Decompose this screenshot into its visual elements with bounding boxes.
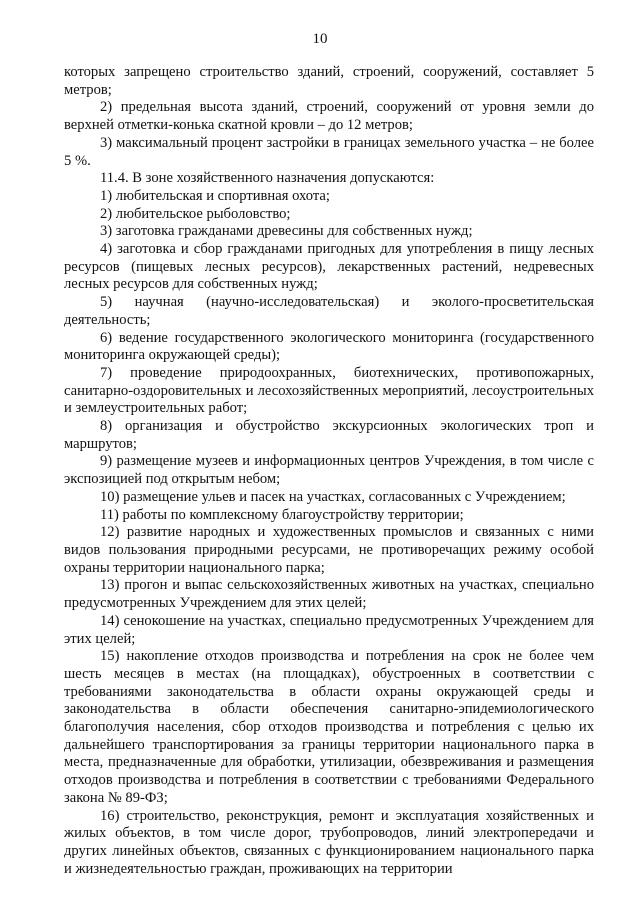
list-item-13: 13) прогон и выпас сельскохозяйственных животных на участках, специально предусмотренных Учреждением для этих целей; [64,577,594,612]
list-item-12: 12) развитие народных и художественных промыслов и связанных с ними видов пользования природными ресурсами, не противоречащих режиму особой охраны территории национального парка; [64,524,594,576]
list-item-14: 14) сенокошение на участках, специально предусмотренных Учреждением для этих целей; [64,612,594,647]
list-item-8: 8) организация и обустройство экскурсионных экологических троп и маршрутов; [64,418,594,452]
paragraph-max-coverage: 3) максимальный процент застройки в границах земельного участка – не более 5 %. [64,134,594,169]
list-item-11: 11) работы по комплексному благоустройству территории; [100,506,464,523]
list-item-3: 3) заготовка гражданами древесины для собственных нужд; [100,223,473,240]
list-item-5: 5) научная (научно-исследовательская) и эколого-просветительская деятельность; [64,294,594,328]
list-item-16: 16) строительство, реконструкция, ремонт и эксплуатация хозяйственных и жилых объектов, в том числе дорог, трубопроводов, линий электропередачи и других линейных объектов, связанных с функционированием национального парка и жизнедеятельностью граждан, проживающих на территории [64,807,594,877]
list-item-15: 15) накопление отходов производства и потребления на срок не более чем шесть месяцев в местах (на площадках), обустроенных в соответствии с требованиями законодательства в области охраны окружающей среды и законодательства в области обеспечения санитарно-эпидемиологического благополучия населения, сбор отходов производства и потребления с целью их дальнейшего транспортирования за границы территории национального парка в места, предназначенные для обработки, утилизации, обезвреживания и размещения отходов производства и потребления в соответствии с требованиями Федерального закона № 89-ФЗ; [64,648,594,806]
list-item-7: 7) проведение природоохранных, биотехнических, противопожарных, санитарно-оздоровительных и лесохозяйственных мероприятий, лесоустроительных и землеустроительных работ; [64,364,594,417]
list-item-1: 1) любительская и спортивная охота; [100,187,330,204]
paragraph-section-11-4: 11.4. В зоне хозяйственного назначения допускаются: [100,170,435,187]
document-body [64,64,594,878]
list-item-6: 6) ведение государственного экологического мониторинга (государственного мониторинга окружающей среды); [64,329,594,364]
page-number: 10 [312,31,328,47]
paragraph-continuation: которых запрещено строительство зданий, строений, сооружений, составляет 5 метров; [64,64,594,98]
list-item-2: 2) любительское рыболовство; [100,205,291,222]
list-item-9: 9) размещение музеев и информационных центров Учреждения, в том числе с экспозицией под открытым небом; [64,453,594,488]
list-item-4: 4) заготовка и сбор гражданами пригодных для употребления в пищу лесных ресурсов (пищевых лесных ресурсов), лекарственных растений, недревесных лесных ресурсов для собственных нужд; [64,241,594,293]
paragraph-max-height: 2) предельная высота зданий, строений, сооружений от уровня земли до верхней отметки-конька скатной кровли – до 12 метров; [64,99,594,134]
list-item-10: 10) размещение ульев и пасек на участках, согласованных с Учреждением; [100,488,566,505]
